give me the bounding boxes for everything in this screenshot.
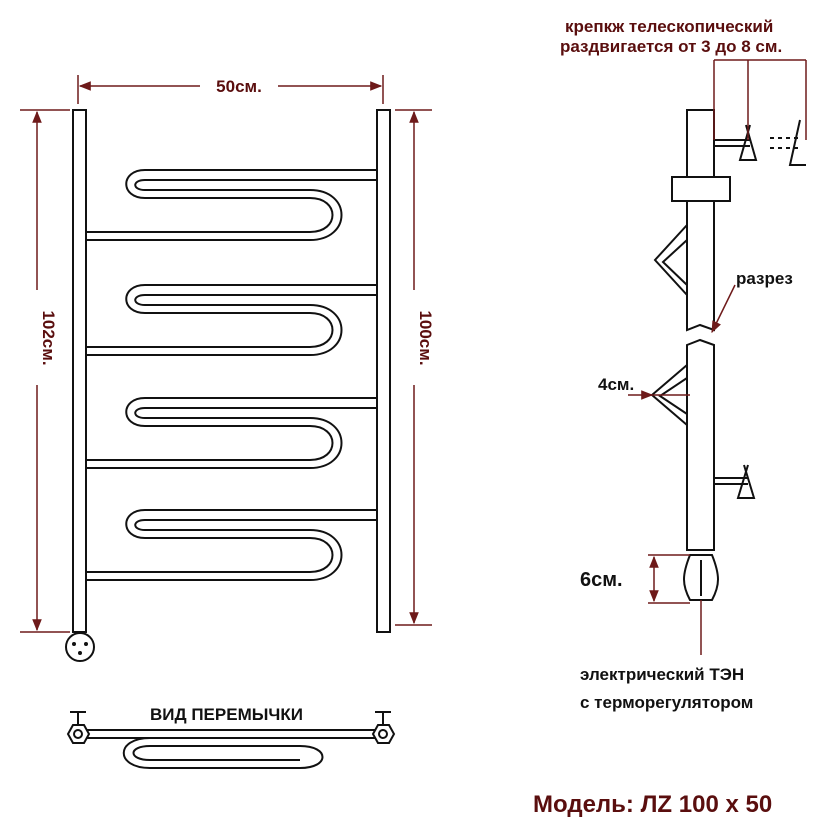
front-view: [66, 110, 390, 661]
right-post: [377, 110, 390, 632]
height-total-label: 102см.: [39, 310, 58, 366]
serpentine-loop-1: [86, 170, 377, 240]
jumper-left-fitting-icon: [68, 712, 89, 743]
mount-leaders: [714, 60, 806, 140]
cut-leader: [712, 285, 735, 332]
height-bars-label: 100см.: [416, 310, 435, 366]
mount-label-line2: раздвигается от 3 до 8 см.: [560, 37, 783, 56]
side-collar: [672, 177, 730, 201]
upper-bracket-icon: [655, 225, 687, 295]
offset-label: 4см.: [598, 375, 635, 394]
left-post: [73, 110, 86, 632]
side-view: [652, 110, 806, 600]
height-bars-dimension: [395, 110, 432, 625]
jumper-view-label: ВИД ПЕРЕМЫЧКИ: [150, 705, 303, 724]
plug-icon: [66, 633, 94, 661]
mount-label-line1: крепкж телескопический: [565, 17, 774, 36]
side-tube-lower: [687, 340, 714, 550]
width-label: 50см.: [216, 77, 262, 96]
model-label: Модель: ЛZ 100 x 50: [533, 791, 773, 818]
serpentine-loop-4: [86, 510, 377, 580]
serpentine-loop-3: [86, 398, 377, 468]
heater-label-line1: электрический ТЭН: [580, 665, 745, 684]
height-total-dimension: [20, 110, 70, 632]
cut-label: разрез: [736, 269, 793, 288]
serpentine-loop-2: [86, 285, 377, 355]
side-tube-upper: [687, 110, 714, 330]
lower-mount-icon: [714, 465, 754, 498]
telescopic-mount-icon: [714, 120, 806, 165]
heater-length-label: 6см.: [580, 569, 623, 591]
heater-label-line2: с терморегулятором: [580, 693, 754, 712]
heater-icon: [684, 555, 718, 600]
jumper-right-fitting-icon: [373, 712, 394, 743]
